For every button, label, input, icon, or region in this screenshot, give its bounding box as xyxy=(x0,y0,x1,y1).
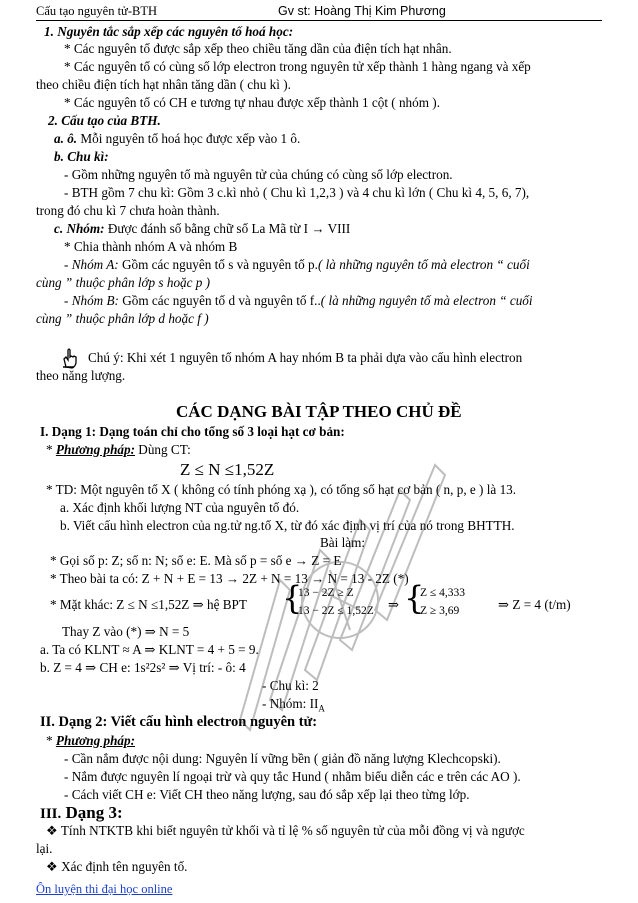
text-line: - Nhóm B: Gồm các nguyên tố d và nguyên tố f..( là những nguyên tố mà electron “ cuối xyxy=(64,293,533,308)
section-2-heading: 2. Cấu tạo của BTH. xyxy=(48,113,161,128)
left-brace: { xyxy=(404,579,425,617)
text-line: * Chia thành nhóm A và nhóm B xyxy=(64,239,238,254)
method-line: * Phương pháp: Dùng CT: xyxy=(46,442,191,457)
text-line: * Các nguyên tố được sắp xếp theo chiều tăng dần của điện tích hạt nhân. xyxy=(64,41,452,56)
writing-hand-icon xyxy=(60,347,80,369)
inequality-1: 13 − 2Z ≥ Z xyxy=(298,587,354,599)
inequality-4: Z ≥ 3,69 xyxy=(420,605,460,617)
page-header xyxy=(36,2,602,21)
text-line: cùng ” thuộc phân lớp d hoặc f ) xyxy=(36,311,209,326)
section-1-heading: 1. Nguyên tắc sắp xếp các nguyên tố hoá học: xyxy=(44,24,294,39)
solution-label: Bài làm: xyxy=(320,535,366,550)
inequality-3: Z ≤ 4,333 xyxy=(420,587,465,599)
text-line: trong đó chu kì 7 chưa hoàn thành. xyxy=(36,203,220,218)
text-line: Thay Z vào (*) ⇒ N = 5 xyxy=(62,624,190,639)
text-line: b. Viết cấu hình electron của ng.tử ng.tố X, từ đó xác định vị trí của nó trong BHTTH. xyxy=(60,518,515,533)
footer-link[interactable]: Ôn luyện thi đại học online xyxy=(36,882,173,896)
text-line: * Các nguyên tố có CH e tương tự nhau được xếp thành 1 cột ( nhóm ). xyxy=(64,95,440,110)
implies-sign: ⇒ xyxy=(388,597,400,612)
text-line: * Mặt khác: Z ≤ N ≤1,52Z ⇒ hệ BPT xyxy=(50,597,247,612)
text-line: c. Nhóm: Được đánh số bằng chữ số La Mã từ I → VIII xyxy=(54,221,351,236)
header-left: Cấu tạo nguyên tử-BTH xyxy=(36,4,157,18)
text-line: - Nắm được nguyên lí ngoại trừ và quy tắc Hund ( nhằm biểu diễn các e trên các AO ). xyxy=(64,769,521,784)
text-line: a. Ta có KLNT ≈ A ⇒ KLNT = 4 + 5 = 9. xyxy=(40,642,259,657)
text-line: a. Xác định khối lượng NT của nguyên tố đó. xyxy=(60,500,300,515)
text-line: a. ô. Mỗi nguyên tố hoá học được xếp vào 1 ô. xyxy=(54,131,301,146)
text-line: - Gồm những nguyên tố mà nguyên tử của chúng có cùng số lớp electron. xyxy=(64,167,453,182)
text-line: * TD: Một nguyên tố X ( không có tính phóng xạ ), có tổng số hạt cơ bản ( n, p, e ) là 13. xyxy=(46,482,517,497)
formula: Z ≤ N ≤1,52Z xyxy=(180,460,275,479)
text-line: - Nhóm A: Gồm các nguyên tố s và nguyên tố p.( là những nguyên tố mà electron “ cuối xyxy=(64,257,530,272)
watermark-stamp xyxy=(220,440,480,740)
header-right: Gv st: Hoàng Thị Kim Phương xyxy=(278,4,446,18)
type-3-heading: III. Dạng 3: xyxy=(40,803,123,822)
method-line: * Phương pháp: xyxy=(46,733,135,748)
exercise-types-title: CÁC DẠNG BÀI TẬP THEO CHỦ ĐỀ xyxy=(176,402,462,421)
subheading-chu-ki: b. Chu kì: xyxy=(54,149,109,164)
text-line: b. Z = 4 ⇒ CH e: 1s²2s² ⇒ Vị trí: - ô: 4 xyxy=(40,660,246,675)
left-brace: { xyxy=(282,579,303,617)
note-text: Chú ý: Khi xét 1 nguyên tố nhóm A hay nhóm B ta phải dựa vào cấu hình electron xyxy=(88,350,523,365)
text-line: - Cần nắm được nội dung: Nguyên lí vững bền ( giản đồ năng lượng Klechcopski). xyxy=(64,751,501,766)
text-line: - Cách viết CH e: Viết CH theo năng lượng, sau đó sắp xếp lại theo từng lớp. xyxy=(64,787,470,802)
type-1-heading: I. Dạng 1: Dạng toán chỉ cho tổng số 3 loại hạt cơ bản: xyxy=(40,424,345,439)
text-line: theo năng lượng. xyxy=(36,368,126,383)
text-line: cùng ” thuộc phân lớp s hoặc p ) xyxy=(36,275,211,290)
text-line: * Theo bài ta có: Z + N + E = 13 → 2Z + N = 13 → N = 13 - 2Z (*) xyxy=(50,571,409,586)
inequality-2: 13 − 2Z ≤ 1,52Z xyxy=(298,605,374,617)
text-line: theo chiều điện tích hạt nhân tăng dần ( chu kì ). xyxy=(36,77,291,92)
bullet-item: ❖ Xác định tên nguyên tố. xyxy=(46,859,188,874)
text-line: - BTH gồm 7 chu kì: Gồm 3 c.kì nhỏ ( Chu kì 1,2,3 ) và 4 chu kì lớn ( Chu kì 4, 5, 6, 7), xyxy=(64,185,530,200)
text-line: - Chu kì: 2 xyxy=(262,678,319,693)
text-line: * Các nguyên tố có cùng số lớp electron trong nguyên tử xếp thành 1 hàng ngang và xếp xyxy=(64,59,531,74)
result-text: ⇒ Z = 4 (t/m) xyxy=(498,597,571,612)
text-line: lại. xyxy=(36,841,53,856)
bullet-item: ❖ Tính NTKTB khi biết nguyên tử khối và tỉ lệ % số nguyên tử của mỗi đồng vị và ngược xyxy=(46,823,525,838)
text-line: - Nhóm: $II_A$ xyxy=(262,696,325,714)
text-line: * Gọi số p: Z; số n: N; số e: E. Mà số p = số e → Z = E xyxy=(50,553,342,568)
type-2-heading: II. Dạng 2: Viết cấu hình electron nguyên tử: xyxy=(40,714,318,730)
